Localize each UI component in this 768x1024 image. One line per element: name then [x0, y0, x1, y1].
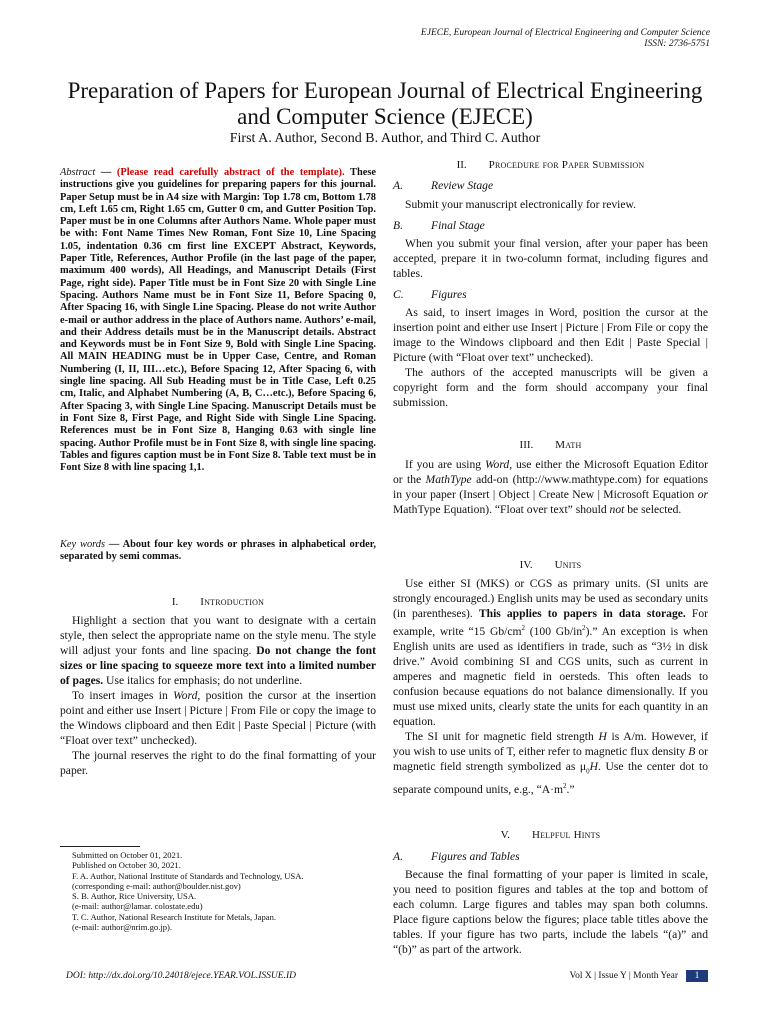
volume-footer: Vol X | Issue Y | Month Year [569, 971, 678, 981]
footnote-line: (e-mail: author@nrim.go.jp). [72, 922, 173, 933]
keywords-body: About four key words or phrases in alphabetical order, separated by semi commas. [60, 539, 377, 563]
section-heading-hints: V. Helpful Hints [500, 829, 601, 841]
introduction-body [60, 613, 376, 778]
intro-paragraph: To insert images in Word, position the cursor at the insertion point and either use Insert | Picture | From File or copy the image to the Windows clipboard and then Edit | Paste Special | Picture (with “Float over text” unchecked). [60, 689, 377, 747]
final-stage-body: When you submit your final version, after your paper has been accepted, prepare it in two-column format, including figures and tables. [393, 237, 708, 280]
subsection-heading-final-stage: B. Final Stage [393, 219, 485, 232]
manuscript-details [72, 850, 382, 932]
footnote-line: (corresponding e-mail: author@boulder.nist.gov) [72, 880, 241, 891]
section-heading-math: III. Math [519, 439, 582, 451]
doi-footer: DOI: http://dx.doi.org/10.24018/ejece.YEAR.VOL.ISSUE.ID [66, 971, 296, 981]
section-heading-procedure: II. Procedure for Paper Submission [456, 159, 645, 171]
subsection-heading-figures: C. Figures [393, 288, 467, 301]
intro-paragraph: Highlight a section that you want to designate with a certain style, then select the appropriate name on the style menu. The style will adjust your fonts and line spacing. Do not change the font sizes or line spacing to squeeze more text into a limited number of pages. Use italics for emphasis; do not underline. [60, 614, 376, 687]
abstract-warning: (Please read carefully abstract of the template). [116, 167, 345, 178]
intro-paragraph: The journal reserves the right to do the final formatting of your paper. [60, 749, 376, 777]
figures-body: As said, to insert images in Word, position the cursor at the insertion point and either use Insert | Picture | From File or copy the image to the Windows clipboard and then Edit | Paste Special | Picture (with “Float over text” unchecked). The authors of the accepted manuscripts will be given a copyright form and the form should accompany your final submission. [393, 306, 708, 409]
subsection-heading-review-stage: A. Review Stage [393, 179, 494, 192]
footnote-line: T. C. Author, National Research Institute for Metals, Japan. [72, 911, 277, 922]
footnote-line: F. A. Author, National Institute of Standards and Technology, USA. [72, 870, 304, 881]
figures-tables-body: Because the final formatting of your paper is limited in scale, you need to position figures and tables at the top and bottom of each column. Large figures and tables may span both columns. Place figure captions below the figures; place table titles above the tables. If your figure has two parts, include the labels “(a)” and “(b)” as part of the artwork. [393, 868, 708, 956]
abstract [60, 167, 376, 474]
footnote-line: S. B. Author, Rice University, USA. [72, 891, 197, 902]
issn-header: ISSN: 2736-5751 [644, 39, 710, 49]
abstract-body: These instructions give you guidelines for preparing papers for this journal. Paper Setup must be in A4 size with Margin: Top 1.78 cm, Bottom 1.78 cm, Left 1.65 cm, Right 1.65 cm, Gutter 0 cm, and Gutter Position Top. Paper must be in one Columns after Authors Name. Whole paper must be with: Font Name Times New Roman, Font Size 10, Line Spacing 1.05, indentation 0.36 cm first line EXCEPT Abstract, Keywords, Paper Title, References, Author Profile (in the last page of the paper, maximum 400 words), All Headings, and Manuscript Details (First Page, right side). Paper Title must be in Font Size 20 with Single Line Spacing. Authors Name must be in Font Size 11, Before Spacing 0, After Spacing 16, with Single Line Spacing. Please do not write Author e-mail or author address in the place of Authors name. Authors’ e-mail, and their Address details must be in the Manuscript details. Abstract and Keywords must be in Font Size 9, Bold with Single Line Spacing. All MAIN HEADING must be in Upper Case, Centre, and Roman Numbering (I, II, III…etc.), Before Spacing 12, After Spacing 6, with single line spacing. All Sub Heading must be in Title Case, Left 0.25 cm, Italic, and Alphabet Numbering (A, B, C…etc.), Before Spacing 6, After Spacing 3, with Single Line Spacing. Manuscript Details must be in Font Size 8, First Page, and Right Side with Single Line Spacing. References must be in Font Size 8, Hanging 0.63 with single line spacing. Author Profile must be in Font Size 8, with single line spacing. Tables and figures caption must be in Font Size 8. Table text must be in Font Size 8 with line spacing 1,1. [60, 167, 376, 474]
footnote-line: Submitted on October 01, 2021. [72, 850, 183, 860]
footnote-rule [60, 846, 140, 847]
footnote-line: Published on October 30, 2021. [72, 860, 181, 871]
abstract-label: Abstract [60, 167, 96, 178]
footnote-line: (e-mail: author@lamar. colostate.edu) [72, 901, 203, 912]
review-stage-body: Submit your manuscript electronically for review. [405, 198, 637, 211]
subsection-heading-figures-tables: A. Figures and Tables [393, 850, 520, 863]
math-body: If you are using Word, use either the Microsoft Equation Editor or the MathType add-on (http://www.mathtype.com) for equations in your paper (Insert | Object | Create New | Microsoft Equation or MathType Equation). “Float over text” should not be selected. [393, 458, 708, 516]
section-heading-introduction [60, 595, 376, 609]
abstract-dash: — [95, 167, 117, 178]
section-title: Introduction [200, 596, 265, 608]
keywords [60, 539, 376, 564]
paper-title: Preparation of Papers for European Journal of Electrical Engineering and Computer Science (EJECE) [67, 78, 703, 129]
keywords-label: Key words [60, 539, 106, 550]
units-body: Use either SI (MKS) or CGS as primary units. (SI units are strongly encouraged.) English units may be used as secondary units (in parentheses). This applies to papers in data storage. For example, write “15 $Gb/cm^2$ (100 $Gb/in^2$).” An exception is when English units are used as identifiers in trade, such as “3½ in disk drive.” Avoid combining SI and CGS units, such as current in amperes and magnetic field in oersteds. This often leads to confusion because equations do not balance dimensionally. If you must use mixed units, clearly state the units for each quantity in an equation. The SI unit for magnetic field strength H is A/m. However, if you wish to use units of T, either refer to magnetic flux density B or magnetic field strength symbolized as $\mu_0H$. Use the center dot to separate compound units, e.g., “$A\cdot m^2$.” [393, 577, 709, 797]
journal-header: EJECE, European Journal of Electrical Engineering and Computer Science [420, 28, 710, 38]
author-list: First A. Author, Second B. Author, and Third C. Author [229, 131, 541, 146]
section-heading-units: IV. Units [519, 559, 582, 571]
section-number: I. [171, 596, 179, 608]
keywords-dash: — [105, 539, 123, 550]
page-number: 1 [686, 970, 708, 982]
